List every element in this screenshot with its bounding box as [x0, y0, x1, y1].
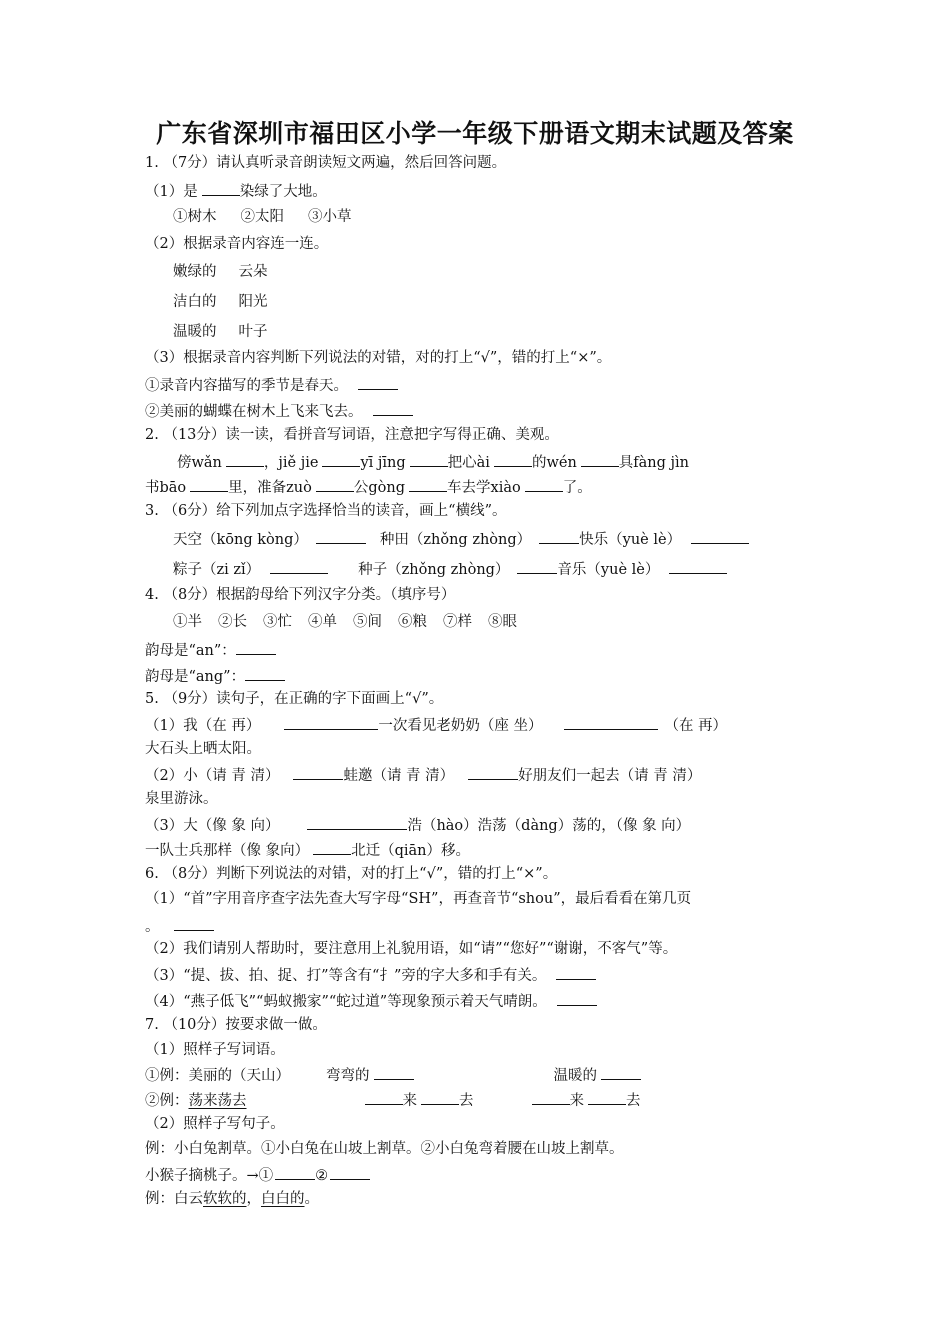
answer-blank[interactable]	[322, 451, 360, 467]
char-option: ①半	[173, 614, 202, 630]
page-title: 广东省深圳市福田区小学一年级下册语文期末试题及答案	[156, 119, 794, 148]
answer-blank[interactable]	[275, 1164, 315, 1180]
match-right[interactable]: 云朵	[238, 264, 268, 280]
answer-blank[interactable]	[517, 558, 557, 574]
answer-blank[interactable]	[236, 639, 276, 655]
sentence-task: 小猴子摘桃子。→① ②	[145, 1164, 370, 1184]
sentence-cont: 泉里游泳。	[145, 791, 218, 807]
match-left[interactable]: 嫩绿的	[173, 264, 217, 280]
q3-heading: 3. （6分）给下列加点字选择恰当的读音，画上“横线”。	[145, 503, 507, 519]
char-option: ④单	[308, 614, 337, 630]
char-option: ⑤间	[353, 614, 382, 630]
q1-part3: （3）根据录音内容判断下列说法的对错，对的打上“√”，错的打上“×”。	[145, 350, 612, 366]
answer-blank[interactable]	[365, 1089, 403, 1105]
answer-blank[interactable]	[409, 476, 447, 492]
answer-blank[interactable]	[330, 1164, 370, 1180]
answer-blank[interactable]	[601, 1064, 641, 1080]
option: ②太阳	[240, 209, 284, 225]
answer-blank[interactable]	[307, 814, 407, 830]
ang-group: 韵母是“ang”：	[145, 665, 285, 685]
match-row	[173, 322, 268, 342]
match-right[interactable]: 阳光	[238, 294, 268, 310]
char-option: ②长	[218, 614, 247, 630]
sentence-row: 一队士兵那样（像 象向） 北迁（qiān）移。	[145, 839, 470, 859]
judge-item: （1）“首”字用音序查字法先查大写字母“SH”，再查音节“shou”，最后看看在第几页	[145, 891, 692, 907]
answer-blank[interactable]	[245, 665, 285, 681]
answer-blank[interactable]	[316, 528, 366, 544]
answer-blank[interactable]	[293, 764, 343, 780]
q7-part2: （2）照样子写句子。	[145, 1116, 285, 1132]
answer-blank[interactable]	[373, 400, 413, 416]
judge-item: 。	[145, 915, 214, 935]
char-option: ⑥粮	[398, 614, 427, 630]
char-option: ⑦样	[443, 614, 472, 630]
answer-blank[interactable]	[539, 528, 579, 544]
match-row	[173, 262, 268, 282]
sentence-row: （2）小（请 青 清） 蛙邀（请 青 清） 好朋友们一起去（请 青 清）	[145, 764, 701, 784]
sentence-row: （3）大（像 象 向） 浩（hào）浩荡（dàng）荡的，（像 象 向）	[145, 814, 690, 834]
answer-blank[interactable]	[190, 476, 228, 492]
judge-item: ①录音内容描写的季节是春天。	[145, 374, 398, 394]
q7-part1: （1）照样子写词语。	[145, 1042, 285, 1058]
reading-row: 粽子（zi zǐ） 种子（zhǒng zhòng） 音乐（yuè lè）	[173, 558, 727, 578]
answer-blank[interactable]	[588, 1089, 626, 1105]
sentence-row: （1）我（在 再） 一次看见老奶奶（座 坐） （在 再）	[145, 714, 727, 734]
answer-blank[interactable]	[532, 1089, 570, 1105]
answer-blank[interactable]	[494, 451, 532, 467]
q6-heading: 6. （8分）判断下列说法的对错，对的打上“√”，错的打上“×”。	[145, 866, 558, 882]
judge-item: （2）我们请别人帮助时，要注意用上礼貌用语，如“请”“您好”“谢谢，不客气”等。	[145, 941, 678, 957]
answer-blank[interactable]	[202, 180, 240, 196]
match-left[interactable]: 洁白的	[173, 294, 217, 310]
sentence-cont: 大石头上晒太阳。	[145, 741, 261, 757]
answer-blank[interactable]	[410, 451, 448, 467]
option: ③小草	[308, 209, 352, 225]
answer-blank[interactable]	[691, 528, 749, 544]
answer-blank[interactable]	[421, 1089, 459, 1105]
q2-heading: 2. （13分）读一读，看拼音写词语，注意把字写得正确、美观。	[145, 427, 559, 443]
word-example-row: ①例：美丽的（天山） 弯弯的 温暖的	[145, 1064, 641, 1084]
answer-blank[interactable]	[226, 451, 264, 467]
answer-blank[interactable]	[374, 1064, 414, 1080]
q1-heading: 1. （7分）请认真听录音朗读短文两遍，然后回答问题。	[145, 155, 507, 171]
an-group: 韵母是“an”：	[145, 639, 276, 659]
answer-blank[interactable]	[468, 764, 518, 780]
judge-item: ②美丽的蝴蝶在树木上飞来飞去。	[145, 400, 413, 420]
judge-item: （3）“提、拔、拍、捉、打”等含有“扌”旁的字大多和手有关。	[145, 964, 596, 984]
match-row	[173, 292, 268, 312]
pinyin-row: 书bāo 里，准备zuò 公gòng 车去学xiào 了。	[145, 476, 592, 496]
char-list	[173, 612, 517, 632]
match-right[interactable]: 叶子	[238, 324, 268, 340]
answer-blank[interactable]	[316, 476, 354, 492]
answer-blank[interactable]	[581, 451, 619, 467]
q7-heading: 7. （10分）按要求做一做。	[145, 1017, 327, 1033]
q1-part1: （1）是 染绿了大地。	[145, 180, 327, 200]
answer-blank[interactable]	[556, 964, 596, 980]
sentence-example: 例：小白兔割草。①小白兔在山坡上割草。②小白兔弯着腰在山坡上割草。	[145, 1141, 624, 1157]
answer-blank[interactable]	[270, 558, 328, 574]
char-option: ③忙	[263, 614, 292, 630]
q4-heading: 4. （8分）根据韵母给下列汉字分类。（填序号）	[145, 587, 456, 603]
q5-heading: 5. （9分）读句子，在正确的字下面画上“√”。	[145, 691, 444, 707]
q1-options	[173, 207, 352, 227]
answer-blank[interactable]	[358, 374, 398, 390]
answer-blank[interactable]	[564, 714, 658, 730]
answer-blank[interactable]	[525, 476, 563, 492]
pinyin-row: 傍wǎn ，jiě jie yī jīng 把心ài 的wén 具fàng jìn	[177, 451, 689, 471]
reading-row: 天空（kōng kòng） 种田（zhǒng zhòng） 快乐（yuè lè）	[173, 528, 749, 548]
q1-part2: （2）根据录音内容连一连。	[145, 236, 329, 252]
answer-blank[interactable]	[669, 558, 727, 574]
judge-item: （4）“燕子低飞”“蚂蚁搬家”“蛇过道”等现象预示着天气晴朗。	[145, 990, 597, 1010]
answer-blank[interactable]	[313, 839, 351, 855]
word-example-row: ②例：荡来荡去 来 去 来 去	[145, 1089, 641, 1109]
char-option: ⑧眼	[488, 614, 517, 630]
answer-blank[interactable]	[284, 714, 378, 730]
answer-blank[interactable]	[174, 915, 214, 931]
sentence-example: 例：白云软软的，白白的。	[145, 1191, 319, 1207]
match-left[interactable]: 温暖的	[173, 324, 217, 340]
answer-blank[interactable]	[557, 990, 597, 1006]
option: ①树木	[173, 209, 217, 225]
